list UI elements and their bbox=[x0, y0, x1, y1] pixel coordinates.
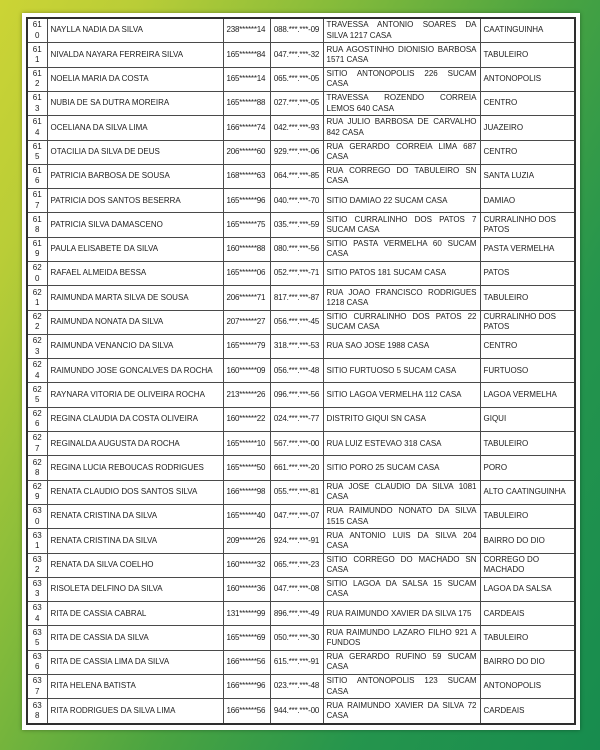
table-row bbox=[27, 407, 575, 431]
locality-cell: ALTO CAATINGUINHA bbox=[480, 480, 575, 504]
locality-cell: CAATINGUINHA bbox=[480, 18, 575, 43]
name-cell: RAIMUNDA NONATA DA SILVA bbox=[47, 310, 223, 334]
table-row bbox=[27, 456, 575, 480]
masked-cpf-cell: 065.***.***-05 bbox=[270, 67, 323, 91]
row-number-cell: 614 bbox=[27, 116, 47, 140]
table-row bbox=[27, 383, 575, 407]
masked-cpf-cell: 047.***.***-08 bbox=[270, 577, 323, 601]
address-cell: SITIO ANTONOPOLIS 123 SUCAM CASA bbox=[323, 675, 480, 699]
table-row bbox=[27, 286, 575, 310]
row-number-cell: 611 bbox=[27, 43, 47, 67]
name-cell: REGINA CLAUDIA DA COSTA OLIVEIRA bbox=[47, 407, 223, 431]
table-row bbox=[27, 164, 575, 188]
masked-cpf-cell: 929.***.***-06 bbox=[270, 140, 323, 164]
masked-cpf-cell: 944.***.***-00 bbox=[270, 699, 323, 724]
row-number-cell: 621 bbox=[27, 286, 47, 310]
masked-cpf-cell: 661.***.***-20 bbox=[270, 456, 323, 480]
locality-cell: TABULEIRO bbox=[480, 432, 575, 456]
name-cell: RENATA DA SILVA COELHO bbox=[47, 553, 223, 577]
name-cell: RISOLETA DELFINO DA SILVA bbox=[47, 577, 223, 601]
table-row bbox=[27, 237, 575, 261]
masked-cpf-cell: 035.***.***-59 bbox=[270, 213, 323, 237]
masked-nis-cell: 165******79 bbox=[223, 334, 270, 358]
address-cell: DISTRITO GIQUI SN CASA bbox=[323, 407, 480, 431]
locality-cell: ANTONOPOLIS bbox=[480, 67, 575, 91]
locality-cell: DAMIAO bbox=[480, 189, 575, 213]
address-cell: SITIO DAMIAO 22 SUCAM CASA bbox=[323, 189, 480, 213]
address-cell: TRAVESSA ANTONIO SOARES DA SILVA 1217 CASA bbox=[323, 18, 480, 43]
name-cell: RAIMUNDO JOSE GONCALVES DA ROCHA bbox=[47, 359, 223, 383]
name-cell: PATRICIA BARBOSA DE SOUSA bbox=[47, 164, 223, 188]
document-page bbox=[22, 13, 580, 730]
name-cell: RAIMUNDA MARTA SILVA DE SOUSA bbox=[47, 286, 223, 310]
row-number-cell: 637 bbox=[27, 675, 47, 699]
locality-cell: PASTA VERMELHA bbox=[480, 237, 575, 261]
masked-cpf-cell: 052.***.***-71 bbox=[270, 261, 323, 285]
address-cell: RUA ANTONIO LUIS DA SILVA 204 CASA bbox=[323, 529, 480, 553]
name-cell: REGINA LUCIA REBOUCAS RODRIGUES bbox=[47, 456, 223, 480]
row-number-cell: 629 bbox=[27, 480, 47, 504]
table-row bbox=[27, 67, 575, 91]
row-number-cell: 613 bbox=[27, 91, 47, 115]
address-cell: SITIO LAGOA DA SALSA 15 SUCAM CASA bbox=[323, 577, 480, 601]
address-cell: RUA AGOSTINHO DIONISIO BARBOSA 1571 CASA bbox=[323, 43, 480, 67]
address-cell: SITIO CORREGO DO MACHADO SN CASA bbox=[323, 553, 480, 577]
masked-nis-cell: 165******50 bbox=[223, 456, 270, 480]
masked-nis-cell: 206******71 bbox=[223, 286, 270, 310]
address-cell: RUA JULIO BARBOSA DE CARVALHO 842 CASA bbox=[323, 116, 480, 140]
address-cell: RUA JOSE CLAUDIO DA SILVA 1081 CASA bbox=[323, 480, 480, 504]
name-cell: RAIMUNDA VENANCIO DA SILVA bbox=[47, 334, 223, 358]
masked-nis-cell: 238******14 bbox=[223, 18, 270, 43]
masked-nis-cell: 165******96 bbox=[223, 189, 270, 213]
row-number-cell: 615 bbox=[27, 140, 47, 164]
row-number-cell: 624 bbox=[27, 359, 47, 383]
row-number-cell: 616 bbox=[27, 164, 47, 188]
table-row bbox=[27, 432, 575, 456]
masked-nis-cell: 165******75 bbox=[223, 213, 270, 237]
locality-cell: CURRALINHO DOS PATOS bbox=[480, 213, 575, 237]
table-row bbox=[27, 553, 575, 577]
address-cell: SITIO PORO 25 SUCAM CASA bbox=[323, 456, 480, 480]
name-cell: RITA DE CASSIA DA SILVA bbox=[47, 626, 223, 650]
name-cell: RITA DE CASSIA CABRAL bbox=[47, 602, 223, 626]
masked-nis-cell: 165******14 bbox=[223, 67, 270, 91]
name-cell: PATRICIA DOS SANTOS BESERRA bbox=[47, 189, 223, 213]
address-cell: RUA LUIZ ESTEVAO 318 CASA bbox=[323, 432, 480, 456]
masked-cpf-cell: 088.***.***-09 bbox=[270, 18, 323, 43]
masked-cpf-cell: 056.***.***-48 bbox=[270, 359, 323, 383]
table-row bbox=[27, 650, 575, 674]
locality-cell: CENTRO bbox=[480, 140, 575, 164]
masked-cpf-cell: 023.***.***-48 bbox=[270, 675, 323, 699]
row-number-cell: 634 bbox=[27, 602, 47, 626]
name-cell: RITA RODRIGUES DA SILVA LIMA bbox=[47, 699, 223, 724]
masked-nis-cell: 165******06 bbox=[223, 261, 270, 285]
row-number-cell: 610 bbox=[27, 18, 47, 43]
masked-nis-cell: 160******36 bbox=[223, 577, 270, 601]
name-cell: RENATA CRISTINA DA SILVA bbox=[47, 504, 223, 528]
masked-cpf-cell: 896.***.***-49 bbox=[270, 602, 323, 626]
row-number-cell: 625 bbox=[27, 383, 47, 407]
masked-nis-cell: 206******60 bbox=[223, 140, 270, 164]
address-cell: SITIO LAGOA VERMELHA 112 CASA bbox=[323, 383, 480, 407]
address-cell: SITIO PASTA VERMELHA 60 SUCAM CASA bbox=[323, 237, 480, 261]
name-cell: REGINALDA AUGUSTA DA ROCHA bbox=[47, 432, 223, 456]
address-cell: SITIO PATOS 181 SUCAM CASA bbox=[323, 261, 480, 285]
locality-cell: LAGOA VERMELHA bbox=[480, 383, 575, 407]
row-number-cell: 632 bbox=[27, 553, 47, 577]
masked-cpf-cell: 042.***.***-93 bbox=[270, 116, 323, 140]
address-cell: RUA GERARDO RUFINO 59 SUCAM CASA bbox=[323, 650, 480, 674]
masked-cpf-cell: 065.***.***-23 bbox=[270, 553, 323, 577]
masked-nis-cell: 165******40 bbox=[223, 504, 270, 528]
address-cell: SITIO CURRALINHO DOS PATOS 22 SUCAM CASA bbox=[323, 310, 480, 334]
name-cell: NAYLLA NADIA DA SILVA bbox=[47, 18, 223, 43]
row-number-cell: 626 bbox=[27, 407, 47, 431]
address-cell: RUA RAIMUNDO NONATO DA SILVA 1515 CASA bbox=[323, 504, 480, 528]
beneficiary-table bbox=[26, 17, 576, 725]
locality-cell: TABULEIRO bbox=[480, 626, 575, 650]
locality-cell: TABULEIRO bbox=[480, 286, 575, 310]
row-number-cell: 623 bbox=[27, 334, 47, 358]
table-row bbox=[27, 310, 575, 334]
row-number-cell: 638 bbox=[27, 699, 47, 724]
masked-cpf-cell: 096.***.***-56 bbox=[270, 383, 323, 407]
table-row bbox=[27, 626, 575, 650]
name-cell: RAYNARA VITORIA DE OLIVEIRA ROCHA bbox=[47, 383, 223, 407]
name-cell: NOELIA MARIA DA COSTA bbox=[47, 67, 223, 91]
row-number-cell: 635 bbox=[27, 626, 47, 650]
table-row bbox=[27, 359, 575, 383]
masked-nis-cell: 160******22 bbox=[223, 407, 270, 431]
masked-nis-cell: 166******98 bbox=[223, 480, 270, 504]
masked-nis-cell: 166******96 bbox=[223, 675, 270, 699]
address-cell: SITIO FURTUOSO 5 SUCAM CASA bbox=[323, 359, 480, 383]
masked-cpf-cell: 064.***.***-85 bbox=[270, 164, 323, 188]
masked-nis-cell: 131******99 bbox=[223, 602, 270, 626]
locality-cell: GIQUI bbox=[480, 407, 575, 431]
address-cell: TRAVESSA ROZENDO CORREIA LEMOS 640 CASA bbox=[323, 91, 480, 115]
table-row bbox=[27, 699, 575, 724]
locality-cell: CENTRO bbox=[480, 334, 575, 358]
name-cell: OCELIANA DA SILVA LIMA bbox=[47, 116, 223, 140]
name-cell: RENATA CLAUDIO DOS SANTOS SILVA bbox=[47, 480, 223, 504]
table-row bbox=[27, 213, 575, 237]
masked-nis-cell: 160******09 bbox=[223, 359, 270, 383]
masked-nis-cell: 165******69 bbox=[223, 626, 270, 650]
locality-cell: LAGOA DA SALSA bbox=[480, 577, 575, 601]
locality-cell: FURTUOSO bbox=[480, 359, 575, 383]
address-cell: RUA GERARDO CORREIA LIMA 687 CASA bbox=[323, 140, 480, 164]
address-cell: RUA JOAO FRANCISCO RODRIGUES 1218 CASA bbox=[323, 286, 480, 310]
masked-cpf-cell: 040.***.***-70 bbox=[270, 189, 323, 213]
locality-cell: TABULEIRO bbox=[480, 504, 575, 528]
masked-cpf-cell: 615.***.***-91 bbox=[270, 650, 323, 674]
name-cell: RENATA CRISTINA DA SILVA bbox=[47, 529, 223, 553]
locality-cell: BAIRRO DO DIO bbox=[480, 529, 575, 553]
row-number-cell: 622 bbox=[27, 310, 47, 334]
name-cell: RAFAEL ALMEIDA BESSA bbox=[47, 261, 223, 285]
table-row bbox=[27, 504, 575, 528]
table-row bbox=[27, 140, 575, 164]
address-cell: RUA SAO JOSE 1988 CASA bbox=[323, 334, 480, 358]
address-cell: SITIO ANTONOPOLIS 226 SUCAM CASA bbox=[323, 67, 480, 91]
address-cell: RUA RAIMUNDO XAVIER DA SILVA 72 CASA bbox=[323, 699, 480, 724]
table-row bbox=[27, 189, 575, 213]
masked-nis-cell: 168******63 bbox=[223, 164, 270, 188]
locality-cell: JUAZEIRO bbox=[480, 116, 575, 140]
locality-cell: ANTONOPOLIS bbox=[480, 675, 575, 699]
locality-cell: CENTRO bbox=[480, 91, 575, 115]
row-number-cell: 620 bbox=[27, 261, 47, 285]
masked-cpf-cell: 055.***.***-81 bbox=[270, 480, 323, 504]
row-number-cell: 631 bbox=[27, 529, 47, 553]
name-cell: PAULA ELISABETE DA SILVA bbox=[47, 237, 223, 261]
masked-cpf-cell: 318.***.***-53 bbox=[270, 334, 323, 358]
row-number-cell: 630 bbox=[27, 504, 47, 528]
masked-cpf-cell: 050.***.***-30 bbox=[270, 626, 323, 650]
table-row bbox=[27, 116, 575, 140]
row-number-cell: 628 bbox=[27, 456, 47, 480]
masked-cpf-cell: 047.***.***-07 bbox=[270, 504, 323, 528]
masked-cpf-cell: 047.***.***-32 bbox=[270, 43, 323, 67]
locality-cell: TABULEIRO bbox=[480, 43, 575, 67]
address-cell: RUA RAIMUNDO LAZARO FILHO 921 A FUNDOS bbox=[323, 626, 480, 650]
address-cell: SITIO CURRALINHO DOS PATOS 7 SUCAM CASA bbox=[323, 213, 480, 237]
masked-cpf-cell: 080.***.***-56 bbox=[270, 237, 323, 261]
row-number-cell: 627 bbox=[27, 432, 47, 456]
table-row bbox=[27, 18, 575, 43]
row-number-cell: 612 bbox=[27, 67, 47, 91]
masked-cpf-cell: 924.***.***-91 bbox=[270, 529, 323, 553]
table-row bbox=[27, 43, 575, 67]
locality-cell: PORO bbox=[480, 456, 575, 480]
masked-cpf-cell: 024.***.***-77 bbox=[270, 407, 323, 431]
masked-cpf-cell: 567.***.***-00 bbox=[270, 432, 323, 456]
row-number-cell: 636 bbox=[27, 650, 47, 674]
name-cell: RITA DE CASSIA LIMA DA SILVA bbox=[47, 650, 223, 674]
masked-nis-cell: 166******56 bbox=[223, 699, 270, 724]
masked-cpf-cell: 056.***.***-45 bbox=[270, 310, 323, 334]
table-row bbox=[27, 577, 575, 601]
locality-cell: CARDEAIS bbox=[480, 602, 575, 626]
name-cell: RITA HELENA BATISTA bbox=[47, 675, 223, 699]
locality-cell: SANTA LUZIA bbox=[480, 164, 575, 188]
masked-nis-cell: 213******26 bbox=[223, 383, 270, 407]
masked-nis-cell: 165******84 bbox=[223, 43, 270, 67]
row-number-cell: 619 bbox=[27, 237, 47, 261]
masked-nis-cell: 160******32 bbox=[223, 553, 270, 577]
table-row bbox=[27, 480, 575, 504]
masked-cpf-cell: 027.***.***-05 bbox=[270, 91, 323, 115]
table-row bbox=[27, 675, 575, 699]
locality-cell: CURRALINHO DOS PATOS bbox=[480, 310, 575, 334]
row-number-cell: 617 bbox=[27, 189, 47, 213]
row-number-cell: 633 bbox=[27, 577, 47, 601]
masked-nis-cell: 160******88 bbox=[223, 237, 270, 261]
address-cell: RUA RAIMUNDO XAVIER DA SILVA 175 bbox=[323, 602, 480, 626]
name-cell: NUBIA DE SA DUTRA MOREIRA bbox=[47, 91, 223, 115]
masked-nis-cell: 207******27 bbox=[223, 310, 270, 334]
table-row bbox=[27, 529, 575, 553]
row-number-cell: 618 bbox=[27, 213, 47, 237]
masked-nis-cell: 165******88 bbox=[223, 91, 270, 115]
table-row bbox=[27, 334, 575, 358]
table-row bbox=[27, 91, 575, 115]
masked-nis-cell: 166******74 bbox=[223, 116, 270, 140]
locality-cell: CARDEAIS bbox=[480, 699, 575, 724]
address-cell: RUA CORREGO DO TABULEIRO SN CASA bbox=[323, 164, 480, 188]
masked-nis-cell: 166******56 bbox=[223, 650, 270, 674]
table-body bbox=[27, 18, 575, 724]
name-cell: PATRICIA SILVA DAMASCENO bbox=[47, 213, 223, 237]
masked-nis-cell: 165******10 bbox=[223, 432, 270, 456]
name-cell: NIVALDA NAYARA FERREIRA SILVA bbox=[47, 43, 223, 67]
name-cell: OTACILIA DA SILVA DE DEUS bbox=[47, 140, 223, 164]
locality-cell: CORREGO DO MACHADO bbox=[480, 553, 575, 577]
masked-nis-cell: 209******26 bbox=[223, 529, 270, 553]
masked-cpf-cell: 817.***.***-87 bbox=[270, 286, 323, 310]
locality-cell: BAIRRO DO DIO bbox=[480, 650, 575, 674]
locality-cell: PATOS bbox=[480, 261, 575, 285]
table-row bbox=[27, 602, 575, 626]
table-row bbox=[27, 261, 575, 285]
